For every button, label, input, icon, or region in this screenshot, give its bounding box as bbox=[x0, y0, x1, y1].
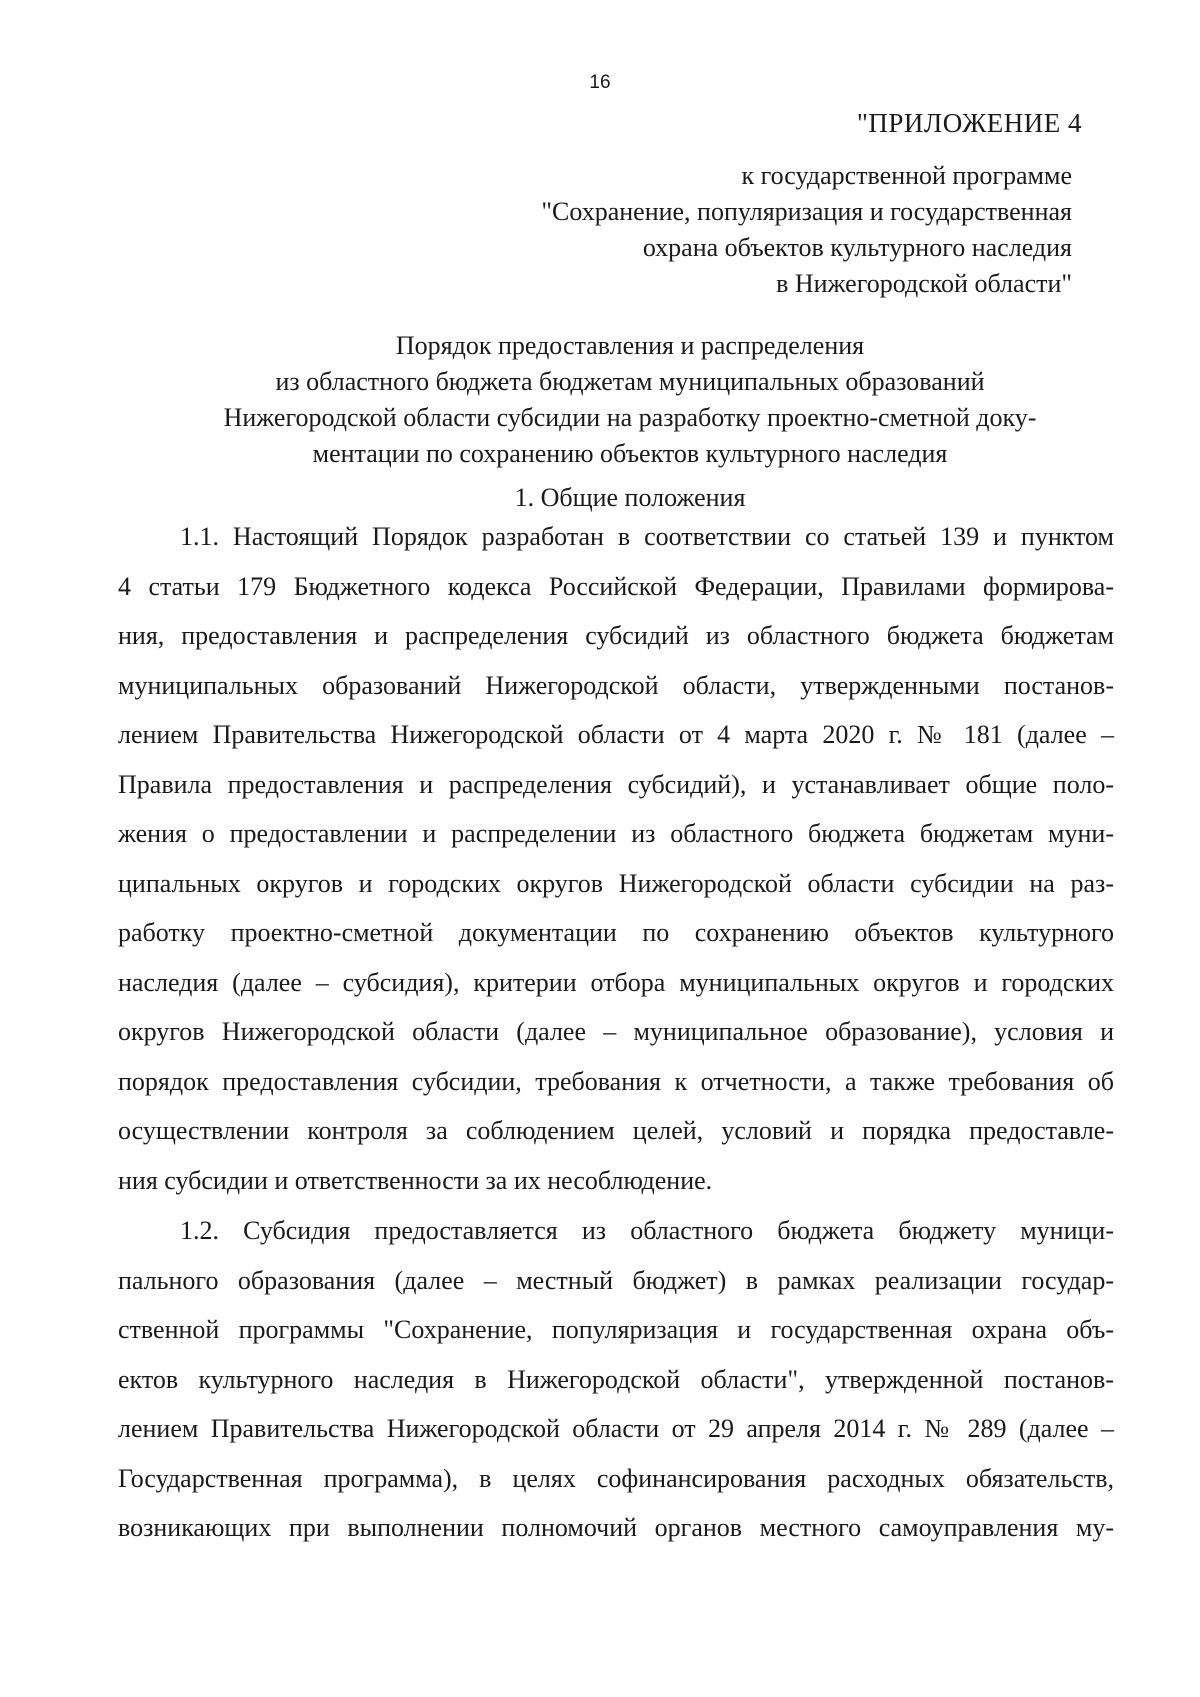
paragraph-line: ственной программы "Сохранение, популяризация и государственная охрана объ- bbox=[118, 1315, 1114, 1344]
paragraph-line: округов Нижегородской области (далее – муниципальное образование), условия и bbox=[118, 1017, 1114, 1046]
paragraph-line: Государственная программа), в целях софинансирования расходных обязательств, bbox=[118, 1463, 1114, 1493]
paragraph-line: Правила предоставления и распределения субсидий), и устанавливает общие поло- bbox=[118, 769, 1114, 799]
appendix-line: в Нижегородской области" bbox=[776, 269, 1072, 298]
heading-line: Нижегородской области субсидии на разработку проектно-сметной доку- bbox=[223, 403, 1037, 432]
paragraph-line: жения о предоставлении и распределении из областного бюджета бюджетам муни- bbox=[118, 819, 1114, 848]
appendix-title: "ПРИЛОЖЕНИЕ 4 bbox=[856, 108, 1082, 138]
paragraph-line: работку проектно-сметной документации по сохранению объектов культурного bbox=[118, 918, 1114, 947]
paragraph-line: возникающих при выполнении полномочий органов местного самоуправления му- bbox=[118, 1513, 1114, 1542]
paragraph-line: ния субсидии и ответственности за их несоблюдение. bbox=[118, 1165, 713, 1195]
paragraph-line: осуществлении контроля за соблюдением целей, условий и порядка предоставле- bbox=[118, 1116, 1114, 1145]
paragraph-line: ектов культурного наследия в Нижегородской области", утвержденной постанов- bbox=[118, 1364, 1114, 1394]
paragraph-line: лением Правительства Нижегородской области от 4 марта 2020 г. № 181 (далее – bbox=[118, 720, 1114, 749]
page-number: 16 bbox=[589, 72, 611, 93]
paragraph-line: 4 статьи 179 Бюджетного кодекса Российской Федерации, Правилами формирова- bbox=[118, 571, 1114, 601]
paragraph-line: наследия (далее – субсидия), критерии отбора муниципальных округов и городских bbox=[118, 967, 1114, 997]
appendix-line: к государственной программе bbox=[741, 161, 1072, 190]
document-heading bbox=[150, 328, 1110, 472]
heading-line: ментации по сохранению объектов культурного наследия bbox=[312, 439, 948, 468]
appendix-line: охрана объектов культурного наследия bbox=[642, 233, 1072, 262]
paragraph-line: 1.1. Настоящий Порядок разработан в соответствии со статьей 139 и пунктом bbox=[180, 522, 1114, 551]
paragraph-line: пального образования (далее – местный бюджет) в рамках реализации государ- bbox=[118, 1265, 1114, 1295]
paragraph-line: 1.2. Субсидия предоставляется из областного бюджета бюджету муници- bbox=[180, 1216, 1114, 1245]
paragraph-line: лением Правительства Нижегородской области от 29 апреля 2014 г. № 289 (далее – bbox=[118, 1414, 1114, 1443]
paragraph-line: порядок предоставления субсидии, требования к отчетности, а также требования об bbox=[118, 1066, 1114, 1096]
appendix-line: "Сохранение, популяризация и государственная bbox=[541, 197, 1072, 226]
appendix-reference bbox=[541, 158, 1072, 302]
paragraph-1-1 bbox=[118, 512, 1114, 1205]
paragraph-line: ния, предоставления и распределения субсидий из областного бюджета бюджетам bbox=[118, 621, 1114, 650]
section-title: 1. Общие положения bbox=[514, 483, 746, 512]
paragraph-1-2 bbox=[118, 1206, 1114, 1553]
paragraph-line: ципальных округов и городских округов Нижегородской области субсидии на раз- bbox=[118, 868, 1114, 898]
paragraph-line: муниципальных образований Нижегородской области, утвержденными постанов- bbox=[118, 670, 1114, 700]
heading-line: Порядок предоставления и распределения bbox=[395, 331, 865, 360]
heading-line: из областного бюджета бюджетам муниципальных образований bbox=[275, 367, 985, 396]
